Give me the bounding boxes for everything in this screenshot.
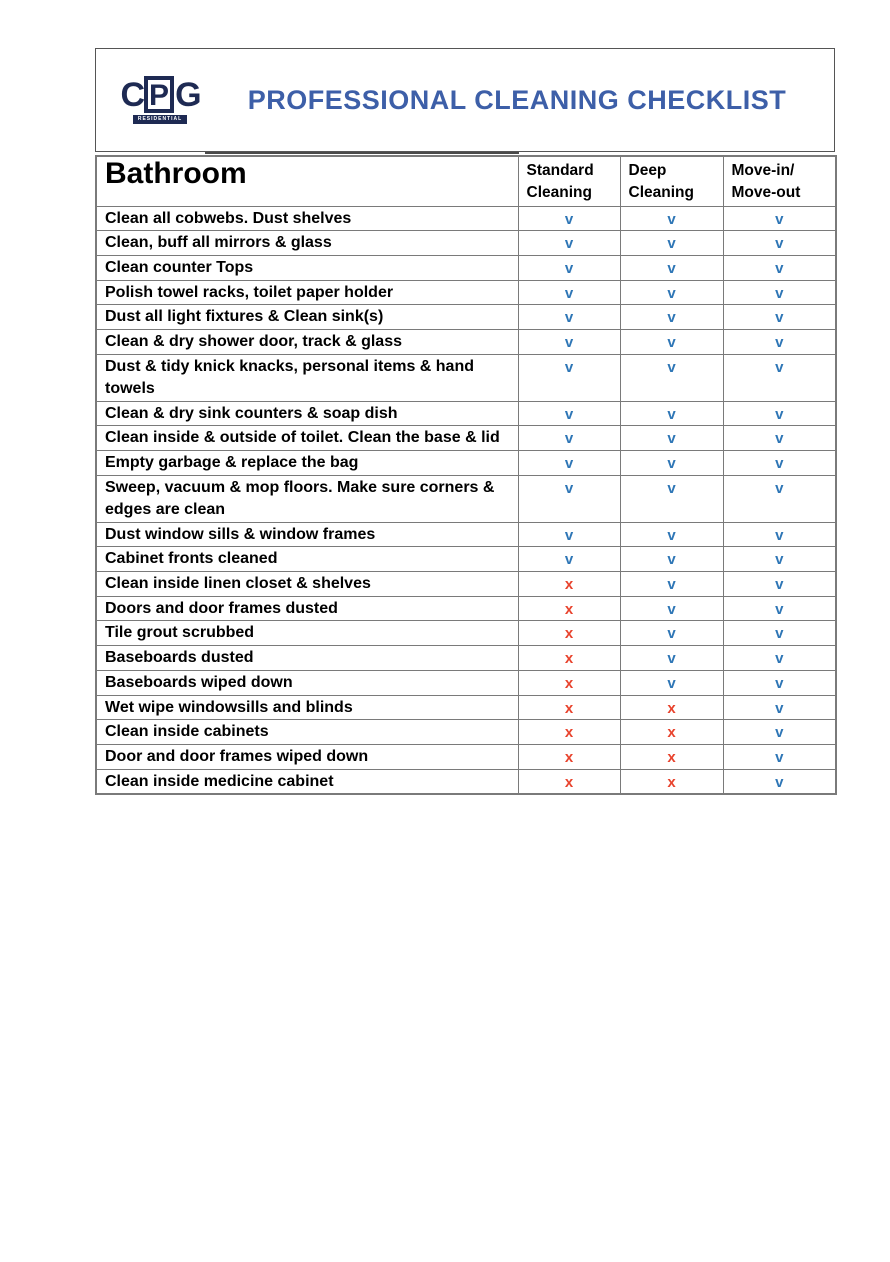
checklist-table xyxy=(95,155,837,795)
deep-cleaning-mark: v xyxy=(620,231,723,256)
deep-cleaning-mark: v xyxy=(620,572,723,597)
task-label: Clean, buff all mirrors & glass xyxy=(96,231,518,256)
deep-cleaning-mark: x xyxy=(620,720,723,745)
task-label: Tile grout scrubbed xyxy=(96,621,518,646)
column-header-deep-line2: Cleaning xyxy=(628,184,694,201)
column-header-movein-line1: Move-in/ xyxy=(731,162,795,179)
movein-moveout-mark: v xyxy=(723,522,836,547)
movein-moveout-mark: v xyxy=(723,280,836,305)
standard-cleaning-mark: v xyxy=(518,547,620,572)
task-label: Clean inside & outside of toilet. Clean the base & lid xyxy=(96,426,518,451)
table-row xyxy=(96,720,836,745)
movein-moveout-mark: v xyxy=(723,547,836,572)
deep-cleaning-mark: x xyxy=(620,769,723,794)
table-row xyxy=(96,646,836,671)
task-label: Polish towel racks, toilet paper holder xyxy=(96,280,518,305)
task-label: Clean & dry shower door, track & glass xyxy=(96,329,518,354)
table-row xyxy=(96,744,836,769)
movein-moveout-mark: v xyxy=(723,354,836,401)
table-row xyxy=(96,670,836,695)
column-header-deep-line1: Deep xyxy=(628,162,667,179)
standard-cleaning-mark: x xyxy=(518,695,620,720)
standard-cleaning-mark: v xyxy=(518,329,620,354)
table-row xyxy=(96,329,836,354)
task-label: Dust & tidy knick knacks, personal items & hand towels xyxy=(96,354,518,401)
header xyxy=(95,48,835,152)
table-row xyxy=(96,621,836,646)
deep-cleaning-mark: v xyxy=(620,354,723,401)
task-label: Cabinet fronts cleaned xyxy=(96,547,518,572)
table-row xyxy=(96,401,836,426)
movein-moveout-mark: v xyxy=(723,695,836,720)
table-row xyxy=(96,572,836,597)
standard-cleaning-mark: x xyxy=(518,744,620,769)
table-row xyxy=(96,280,836,305)
movein-moveout-mark: v xyxy=(723,475,836,522)
deep-cleaning-mark: v xyxy=(620,621,723,646)
task-label: Door and door frames wiped down xyxy=(96,744,518,769)
standard-cleaning-mark: x xyxy=(518,769,620,794)
movein-moveout-mark: v xyxy=(723,305,836,330)
section-title: Bathroom xyxy=(96,156,518,206)
table-row xyxy=(96,475,836,522)
deep-cleaning-mark: x xyxy=(620,695,723,720)
deep-cleaning-mark: v xyxy=(620,475,723,522)
deep-cleaning-mark: v xyxy=(620,255,723,280)
deep-cleaning-mark: v xyxy=(620,670,723,695)
logo-subtext: RESIDENTIAL xyxy=(133,115,187,124)
task-label: Baseboards wiped down xyxy=(96,670,518,695)
standard-cleaning-mark: v xyxy=(518,305,620,330)
task-label: Baseboards dusted xyxy=(96,646,518,671)
movein-moveout-mark: v xyxy=(723,744,836,769)
table-row xyxy=(96,522,836,547)
deep-cleaning-mark: v xyxy=(620,522,723,547)
task-label: Empty garbage & replace the bag xyxy=(96,451,518,476)
movein-moveout-mark: v xyxy=(723,720,836,745)
deep-cleaning-mark: v xyxy=(620,401,723,426)
table-row xyxy=(96,426,836,451)
movein-moveout-mark: v xyxy=(723,255,836,280)
standard-cleaning-mark: v xyxy=(518,401,620,426)
movein-moveout-mark: v xyxy=(723,646,836,671)
deep-cleaning-mark: x xyxy=(620,744,723,769)
table-row xyxy=(96,354,836,401)
standard-cleaning-mark: x xyxy=(518,646,620,671)
movein-moveout-mark: v xyxy=(723,329,836,354)
movein-moveout-mark: v xyxy=(723,769,836,794)
deep-cleaning-mark: v xyxy=(620,426,723,451)
table-row xyxy=(96,231,836,256)
column-header-deep xyxy=(620,156,723,206)
standard-cleaning-mark: x xyxy=(518,670,620,695)
column-header-standard xyxy=(518,156,620,206)
deep-cleaning-mark: v xyxy=(620,646,723,671)
checklist-head xyxy=(96,156,836,206)
table-row xyxy=(96,596,836,621)
table-row xyxy=(96,255,836,280)
deep-cleaning-mark: v xyxy=(620,451,723,476)
divider-line xyxy=(205,152,519,154)
task-label: Clean inside medicine cabinet xyxy=(96,769,518,794)
standard-cleaning-mark: v xyxy=(518,426,620,451)
movein-moveout-mark: v xyxy=(723,206,836,231)
column-header-movein-line2: Move-out xyxy=(731,184,801,201)
header-row xyxy=(96,156,836,206)
task-label: Doors and door frames dusted xyxy=(96,596,518,621)
movein-moveout-mark: v xyxy=(723,231,836,256)
standard-cleaning-mark: x xyxy=(518,621,620,646)
deep-cleaning-mark: v xyxy=(620,596,723,621)
movein-moveout-mark: v xyxy=(723,451,836,476)
standard-cleaning-mark: v xyxy=(518,231,620,256)
standard-cleaning-mark: v xyxy=(518,255,620,280)
movein-moveout-mark: v xyxy=(723,596,836,621)
movein-moveout-mark: v xyxy=(723,401,836,426)
task-label: Clean inside cabinets xyxy=(96,720,518,745)
logo-letter-c: C xyxy=(120,75,144,114)
standard-cleaning-mark: v xyxy=(518,206,620,231)
logo-letter-g: G xyxy=(175,75,200,114)
standard-cleaning-mark: v xyxy=(518,475,620,522)
standard-cleaning-mark: x xyxy=(518,596,620,621)
column-header-standard-line2: Cleaning xyxy=(526,184,592,201)
standard-cleaning-mark: v xyxy=(518,354,620,401)
movein-moveout-mark: v xyxy=(723,621,836,646)
task-label: Clean counter Tops xyxy=(96,255,518,280)
deep-cleaning-mark: v xyxy=(620,305,723,330)
table-row xyxy=(96,695,836,720)
standard-cleaning-mark: x xyxy=(518,720,620,745)
task-label: Dust window sills & window frames xyxy=(96,522,518,547)
deep-cleaning-mark: v xyxy=(620,329,723,354)
task-label: Clean all cobwebs. Dust shelves xyxy=(96,206,518,231)
movein-moveout-mark: v xyxy=(723,670,836,695)
column-header-movein xyxy=(723,156,836,206)
table-row xyxy=(96,206,836,231)
column-header-standard-line1: Standard xyxy=(526,162,594,179)
checklist-body xyxy=(96,206,836,794)
cpg-logo xyxy=(114,76,206,124)
deep-cleaning-mark: v xyxy=(620,280,723,305)
task-label: Dust all light fixtures & Clean sink(s) xyxy=(96,305,518,330)
movein-moveout-mark: v xyxy=(723,572,836,597)
deep-cleaning-mark: v xyxy=(620,547,723,572)
logo-letter-p-boxed: P xyxy=(144,76,174,113)
table-row xyxy=(96,547,836,572)
standard-cleaning-mark: v xyxy=(518,280,620,305)
page-title: PROFESSIONAL CLEANING CHECKLIST xyxy=(247,84,787,115)
movein-moveout-mark: v xyxy=(723,426,836,451)
standard-cleaning-mark: v xyxy=(518,451,620,476)
table-row xyxy=(96,305,836,330)
task-label: Clean inside linen closet & shelves xyxy=(96,572,518,597)
table-row xyxy=(96,451,836,476)
table-row xyxy=(96,769,836,794)
task-label: Sweep, vacuum & mop floors. Make sure corners & edges are clean xyxy=(96,475,518,522)
task-label: Clean & dry sink counters & soap dish xyxy=(96,401,518,426)
standard-cleaning-mark: v xyxy=(518,522,620,547)
standard-cleaning-mark: x xyxy=(518,572,620,597)
cpg-logo-letters xyxy=(120,76,199,113)
deep-cleaning-mark: v xyxy=(620,206,723,231)
task-label: Wet wipe windowsills and blinds xyxy=(96,695,518,720)
